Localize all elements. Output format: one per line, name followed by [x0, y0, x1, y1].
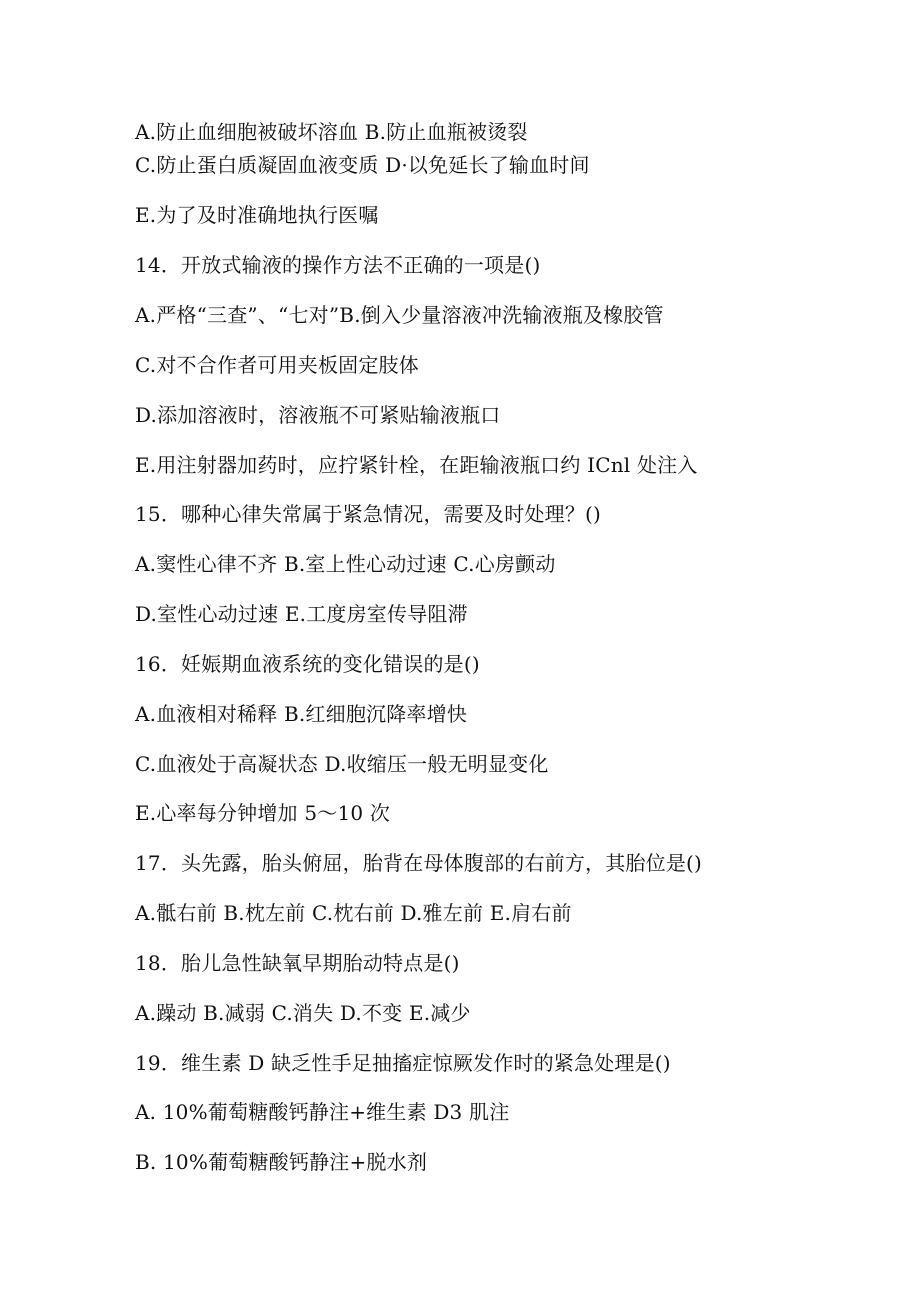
- option-line-14-c: C.对不合作者可用夹板固定肢体: [135, 353, 419, 377]
- option-line-14-e: E.用注射器加药时，应拧紧针栓，在距输液瓶口约 ICnl 处注入: [135, 453, 698, 477]
- option-line-16-ab: A.血液相对稀释 B.红细胞沉降率增快: [135, 702, 468, 726]
- option-line-15-abc: A.窦性心律不齐 B.室上性心动过速 C.心房颤动: [135, 552, 556, 576]
- option-line-14-d: D.添加溶液时，溶液瓶不可紧贴输液瓶口: [135, 403, 501, 427]
- option-line-13-cd: C.防止蛋白质凝固血液变质 D·以免延长了输血时间: [135, 153, 590, 177]
- option-line-13-e: E.为了及时准确地执行医嘱: [135, 203, 379, 227]
- question-14: 14．开放式输液的操作方法不正确的一项是(): [135, 253, 541, 277]
- option-line-17: A.骶右前 B.枕左前 C.枕右前 D.雅左前 E.肩右前: [135, 901, 572, 925]
- option-line-16-e: E.心率每分钟增加 5～10 次: [135, 801, 391, 825]
- option-line-19-b: B. 10%葡萄糖酸钙静注+脱水剂: [135, 1150, 428, 1174]
- question-18: 18．胎儿急性缺氧早期胎动特点是(): [135, 951, 460, 975]
- question-16: 16．妊娠期血液系统的变化错误的是(): [135, 652, 480, 676]
- question-15: 15．哪种心律失常属于紧急情况，需要及时处理？(): [135, 502, 602, 526]
- option-line-14-ab: A.严格“三查”、“七对”B.倒入少量溶液冲洗输液瓶及橡胶管: [135, 303, 664, 327]
- option-line-15-de: D.室性心动过速 E.工度房室传导阻滞: [135, 602, 468, 626]
- option-line-16-cd: C.血液处于高凝状态 D.收缩压一般无明显变化: [135, 752, 549, 776]
- option-line-19-a: A. 10%葡萄糖酸钙静注+维生素 D3 肌注: [135, 1100, 510, 1124]
- question-19: 19．维生素 D 缺乏性手足抽搐症惊厥发作时的紧急处理是(): [135, 1051, 671, 1075]
- option-line-18: A.躁动 B.减弱 C.消失 D.不变 E.减少: [135, 1001, 471, 1025]
- option-line-13-ab: A.防止血细胞被破坏溶血 B.防止血瓶被烫裂: [135, 120, 528, 144]
- question-17: 17．头先露，胎头俯屈，胎背在母体腹部的右前方，其胎位是(): [135, 851, 703, 875]
